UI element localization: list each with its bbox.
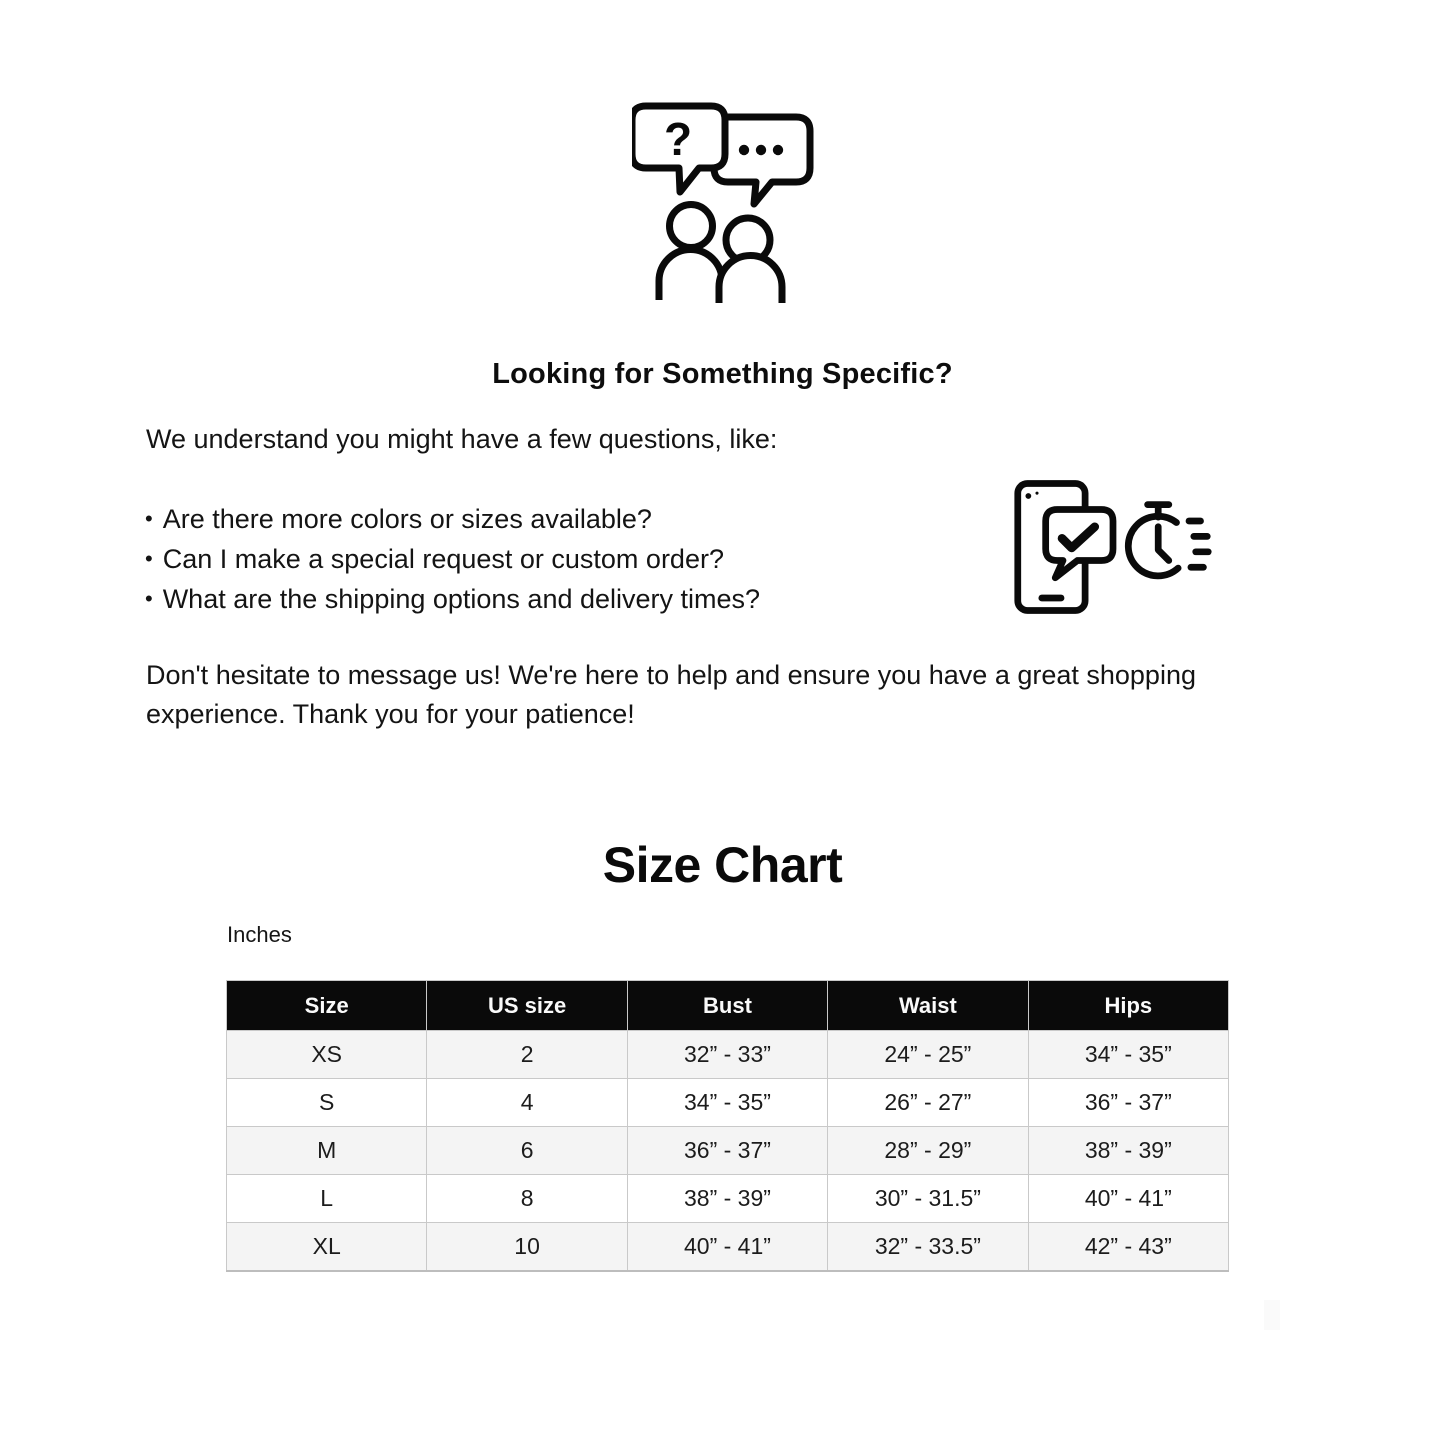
cell-us-size: 2 [427, 1031, 627, 1079]
cell-size: XS [227, 1031, 427, 1079]
cell-hips: 34” - 35” [1028, 1031, 1228, 1079]
table-row-xs [227, 1031, 1229, 1079]
dot [756, 145, 766, 155]
cell-us-size: 4 [427, 1079, 627, 1127]
cell-us-size: 8 [427, 1175, 627, 1223]
bullet-glyph: • [145, 586, 153, 611]
question-text: What are the shipping options and delivery times? [162, 584, 761, 614]
size-chart-title: Size Chart [602, 837, 843, 893]
clock-hand [1158, 527, 1169, 561]
list-item [145, 539, 760, 579]
page-title: Looking for Something Specific? [492, 358, 953, 390]
size-chart-table [226, 980, 1229, 1272]
unit-label: Inches [227, 922, 292, 947]
watermark-artifact [1264, 1300, 1280, 1330]
chat-people-icon [632, 102, 818, 304]
question-text: Can I make a special request or custom order? [162, 544, 724, 574]
header-row [227, 981, 1229, 1031]
col-header-hips: Hips [1028, 981, 1228, 1031]
cell-size: XL [227, 1223, 427, 1271]
question-mark-glyph: ? [663, 113, 693, 165]
cell-waist: 28” - 29” [828, 1127, 1028, 1175]
cell-size: M [227, 1127, 427, 1175]
dot [773, 145, 783, 155]
cell-bust: 38” - 39” [627, 1175, 827, 1223]
cell-waist: 24” - 25” [828, 1031, 1028, 1079]
cell-us-size: 6 [427, 1127, 627, 1175]
cell-bust: 34” - 35” [627, 1079, 827, 1127]
closing-text: Don't hesitate to message us! We're here to help and ensure you have a great shopping experience. Thank you for your patience! [146, 660, 1196, 729]
cell-bust: 32” - 33” [627, 1031, 827, 1079]
col-header-size: Size [227, 981, 427, 1031]
camera-dot [1025, 493, 1031, 499]
cell-waist: 30” - 31.5” [828, 1175, 1028, 1223]
questions-list [145, 499, 760, 619]
col-header-bust: Bust [627, 981, 827, 1031]
cell-waist: 26” - 27” [828, 1079, 1028, 1127]
list-item [145, 499, 760, 539]
cell-size: L [227, 1175, 427, 1223]
sensor-dot [1035, 492, 1038, 495]
list-item [145, 579, 760, 619]
cell-hips: 40” - 41” [1028, 1175, 1228, 1223]
bullet-glyph: • [145, 506, 153, 531]
table-row-m [227, 1127, 1229, 1175]
cell-bust: 40” - 41” [627, 1223, 827, 1271]
col-header-waist: Waist [828, 981, 1028, 1031]
phone-message-timer-icon [1012, 476, 1214, 618]
cell-us-size: 10 [427, 1223, 627, 1271]
cell-size: S [227, 1079, 427, 1127]
bullet-glyph: • [145, 546, 153, 571]
col-header-us-size: US size [427, 981, 627, 1031]
table-row-s [227, 1079, 1229, 1127]
table-row-xl [227, 1223, 1229, 1271]
cell-hips: 42” - 43” [1028, 1223, 1228, 1271]
cell-waist: 32” - 33.5” [828, 1223, 1028, 1271]
intro-text: We understand you might have a few questions, like: [146, 424, 778, 454]
table-header [227, 981, 1229, 1031]
dot [739, 145, 749, 155]
cell-bust: 36” - 37” [627, 1127, 827, 1175]
table-row-l [227, 1175, 1229, 1223]
cell-hips: 36” - 37” [1028, 1079, 1228, 1127]
question-text: Are there more colors or sizes available? [162, 504, 652, 534]
cell-hips: 38” - 39” [1028, 1127, 1228, 1175]
